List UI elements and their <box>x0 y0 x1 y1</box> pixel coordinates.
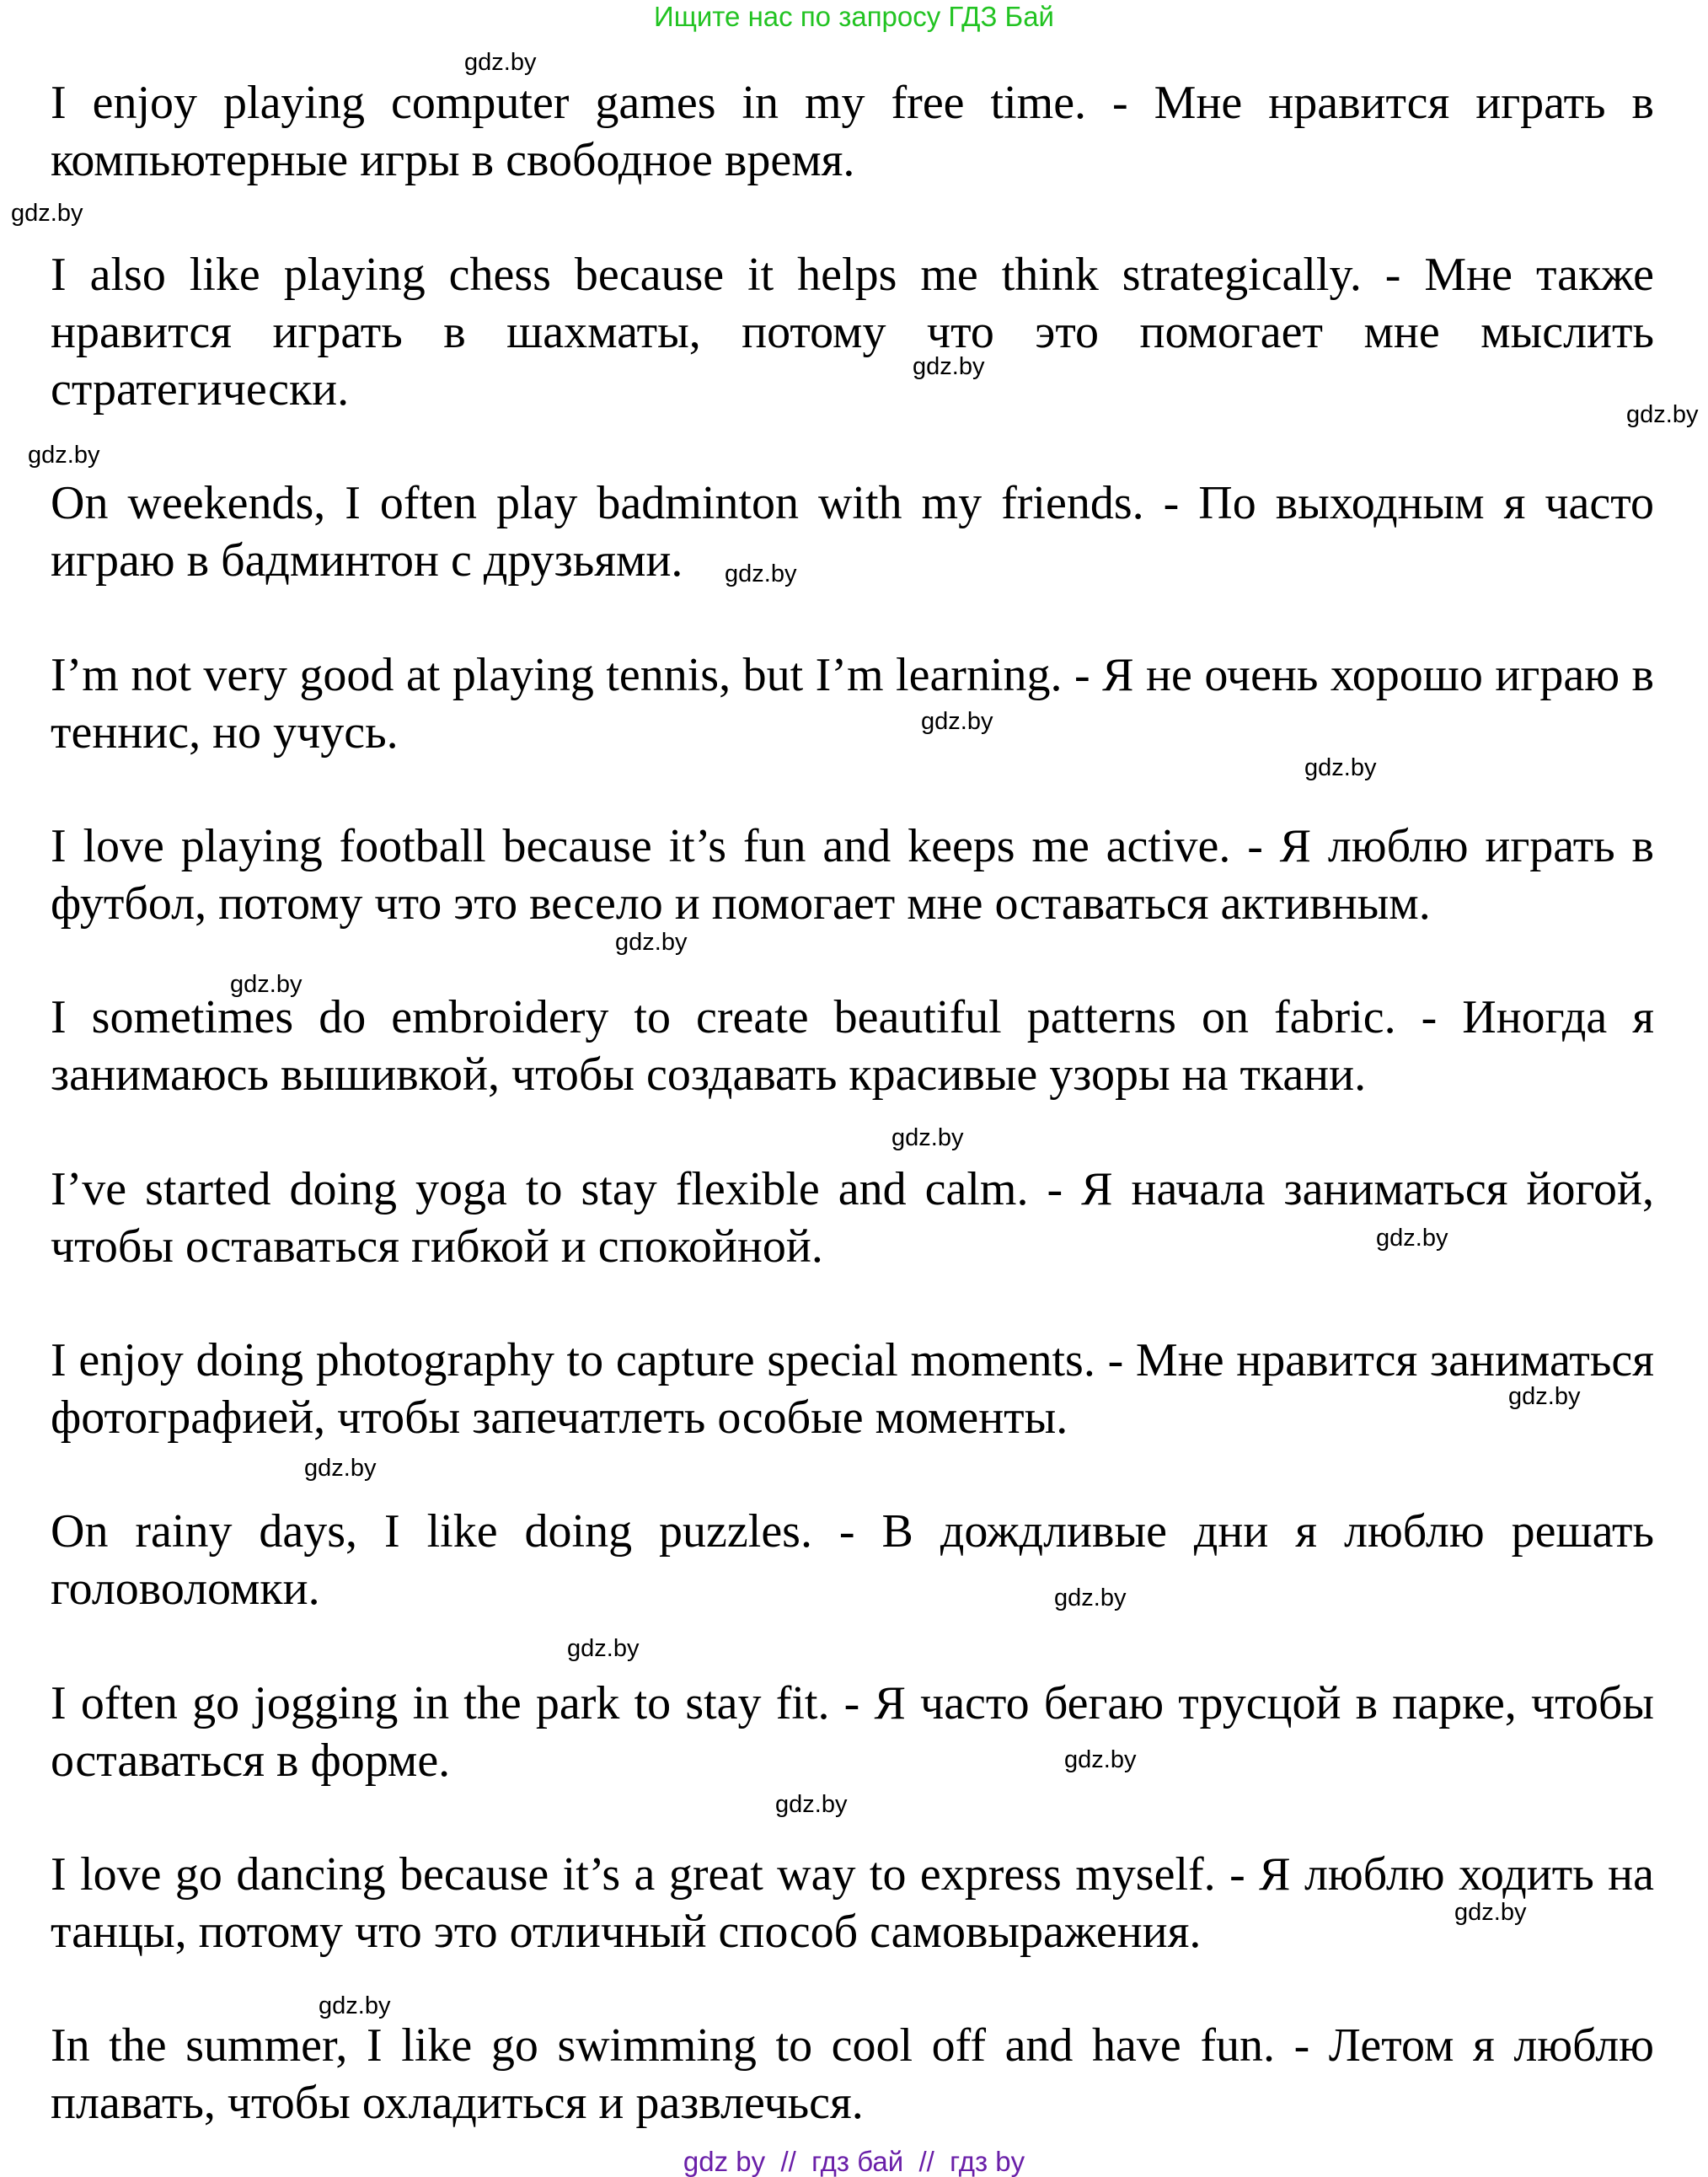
sentence-paragraph-11: I love go dancing because it’s a great way to express myself. - Я люблю ходить на танцы, потому что это отличный способ самовыражения. <box>51 1848 1654 1958</box>
watermark: gdz.by <box>464 49 537 76</box>
watermark: gdz.by <box>921 708 993 735</box>
watermark: gdz.by <box>304 1455 377 1482</box>
sentence-paragraph-12: In the summer, I like go swimming to cool off and have fun. - Летом я люблю плавать, чтобы охладиться и развлечься. <box>51 2019 1654 2129</box>
sentence-paragraph-3: On weekends, I often play badminton with my friends. - По выходным я часто играю в бадминтон с друзьями. <box>51 477 1654 587</box>
watermark: gdz.by <box>1064 1746 1137 1773</box>
watermark: gdz.by <box>725 560 797 587</box>
sentence-paragraph-5: I love playing football because it’s fun and keeps me active. - Я люблю играть в футбол, потому что это весело и помогает мне оставаться активным. <box>51 820 1654 930</box>
watermark: gdz.by <box>913 353 985 380</box>
sentence-paragraph-8: I enjoy doing photography to capture special moments. - Мне нравится заниматься фотографией, чтобы запечатлеть особые моменты. <box>51 1334 1654 1444</box>
sentence-paragraph-10: I often go jogging in the park to stay fit. - Я часто бегаю трусцой в парке, чтобы оставаться в форме. <box>51 1677 1654 1787</box>
watermark: gdz.by <box>775 1791 848 1818</box>
sentence-paragraph-1: I enjoy playing computer games in my free time. - Мне нравится играть в компьютерные игры в свободное время. <box>51 77 1654 186</box>
footer-text[interactable]: gdz by // гдз бай // гдз by <box>683 2146 1025 2177</box>
sentence-paragraph-2: I also like playing chess because it helps me think strategically. - Мне также нравится играть в шахматы, потому что это помогает мне мыслить стратегически. <box>51 249 1654 416</box>
sentence-paragraph-6: I sometimes do embroidery to create beautiful patterns on fabric. - Иногда я занимаюсь вышивкой, чтобы создавать красивые узоры на ткани. <box>51 991 1654 1101</box>
sentence-paragraph-7: I’ve started doing yoga to stay flexible and calm. - Я начала заниматься йогой, чтобы оставаться гибкой и спокойной. <box>51 1163 1654 1273</box>
watermark: gdz.by <box>1508 1383 1581 1410</box>
footer-links[interactable] <box>0 2148 1708 2176</box>
watermark: gdz.by <box>11 200 83 227</box>
watermark: gdz.by <box>1054 1584 1127 1611</box>
watermark: gdz.by <box>891 1124 964 1151</box>
watermark: gdz.by <box>567 1635 640 1662</box>
watermark: gdz.by <box>319 1992 391 2019</box>
watermark: gdz.by <box>1376 1225 1448 1252</box>
watermark: gdz.by <box>1304 754 1377 781</box>
watermark: gdz.by <box>615 929 688 956</box>
watermark: gdz.by <box>28 442 100 469</box>
top-banner[interactable]: Ищите нас по запросу ГДЗ Бай <box>654 1 1054 32</box>
watermark: gdz.by <box>1454 1899 1527 1926</box>
watermark: gdz.by <box>230 971 303 998</box>
sentence-paragraph-9: On rainy days, I like doing puzzles. - В дождливые дни я люблю решать головоломки. <box>51 1505 1654 1615</box>
watermark: gdz.by <box>1626 401 1699 428</box>
sentence-paragraph-4: I’m not very good at playing tennis, but I’m learning. - Я не очень хорошо играю в теннис, но учусь. <box>51 649 1654 759</box>
